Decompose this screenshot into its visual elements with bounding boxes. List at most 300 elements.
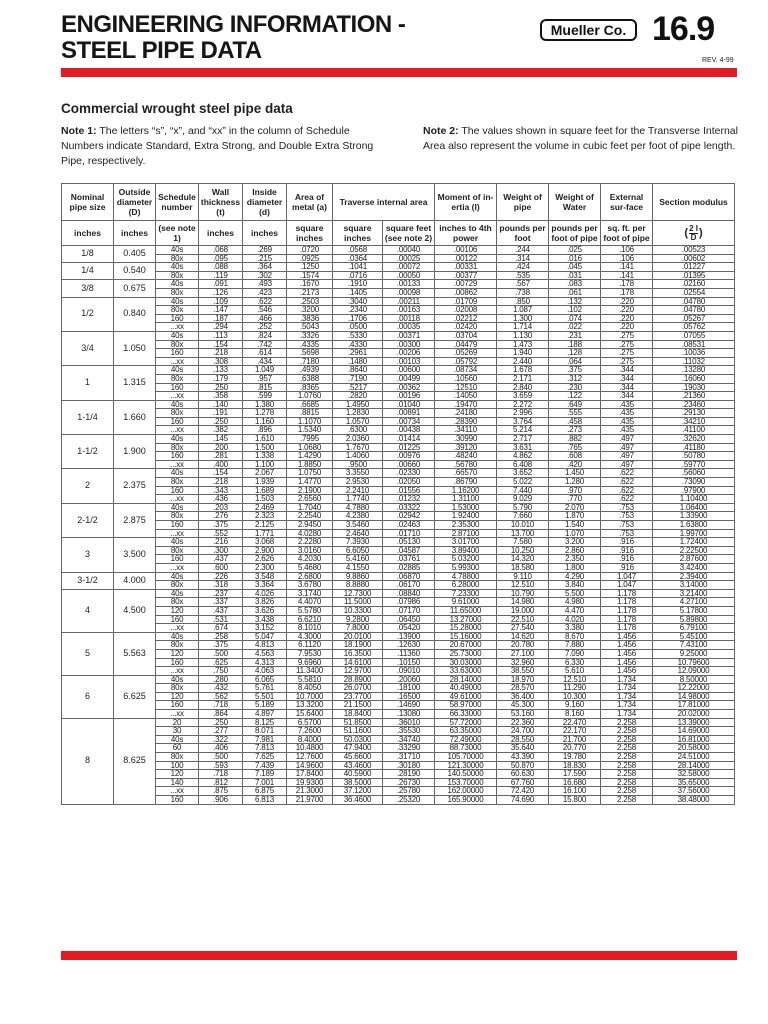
table-row (62, 581, 735, 590)
table-cell: 7.43100 (653, 641, 735, 650)
table-cell: .3836 (287, 314, 333, 323)
table-cell: 3.438 (243, 615, 287, 624)
table-cell: 5.189 (243, 701, 287, 710)
table-cell: 80x (156, 512, 199, 521)
table-cell: .21360 (653, 392, 735, 401)
table-cell: .01225 (383, 443, 435, 452)
table-cell: .00035 (383, 323, 435, 332)
table-cell: 5.99300 (435, 563, 497, 572)
table-cell: 1.10400 (653, 495, 735, 504)
table-cell: .12630 (383, 641, 435, 650)
nominal-size-cell: 2-1/2 (62, 503, 114, 537)
table-cell: .1250 (287, 263, 333, 272)
table-cell: .276 (199, 512, 243, 521)
table-cell: .113 (199, 331, 243, 340)
page-number: 16.9 (652, 10, 715, 48)
table-cell: 28.550 (497, 735, 549, 744)
table-cell: .916 (601, 555, 653, 564)
table-cell: 53.160 (497, 710, 549, 719)
table-cell: .343 (199, 486, 243, 495)
table-cell: .05792 (435, 357, 497, 366)
table-cell: 1.16200 (435, 486, 497, 495)
table-row (62, 770, 735, 779)
table-cell: .11360 (383, 649, 435, 658)
table-cell: 28.14000 (653, 761, 735, 770)
table-cell: .424 (497, 263, 549, 272)
table-cell: .00163 (383, 306, 435, 315)
table-cell: 3.3550 (333, 469, 383, 478)
table-cell: .29130 (653, 409, 735, 418)
table-cell: 40s (156, 538, 199, 547)
table-cell: 57.72000 (435, 718, 497, 727)
table-cell: 3.659 (497, 392, 549, 401)
unit-wall: inches (199, 221, 243, 246)
table-cell: 1.100 (243, 460, 287, 469)
table-cell: 5.214 (497, 426, 549, 435)
table-cell: 2.0360 (333, 435, 383, 444)
table-cell: 14.6100 (333, 658, 383, 667)
table-cell: 38.48000 (653, 796, 735, 805)
table-cell: .226 (199, 572, 243, 581)
table-cell: 3.826 (243, 598, 287, 607)
table-cell: 1.049 (243, 366, 287, 375)
table-cell: 4.897 (243, 710, 287, 719)
table-cell: 1.939 (243, 478, 287, 487)
table-cell: 121.30000 (435, 761, 497, 770)
table-cell: .2173 (287, 288, 333, 297)
table-cell: .875 (199, 787, 243, 796)
table-cell: .03761 (383, 555, 435, 564)
header-area-metal: Area of metal (a) (287, 184, 333, 221)
table-cell: 2.87100 (435, 529, 497, 538)
table-cell: 1.278 (243, 409, 287, 418)
table-cell: 21.9700 (287, 796, 333, 805)
table-cell: 140.50000 (435, 770, 497, 779)
table-cell: .00106 (435, 246, 497, 255)
table-cell: .400 (199, 460, 243, 469)
table-cell: 7.3930 (333, 538, 383, 547)
outside-diameter-cell: 2.875 (114, 503, 156, 537)
table-row (62, 374, 735, 383)
table-cell: .34740 (383, 735, 435, 744)
table-cell: 9.25000 (653, 649, 735, 658)
table-cell: .275 (601, 349, 653, 358)
table-cell: .07055 (653, 331, 735, 340)
table-cell: 1.4950 (333, 400, 383, 409)
table-cell: 88.73000 (435, 744, 497, 753)
table-cell: 3.652 (497, 469, 549, 478)
table-cell: ...xx (156, 357, 199, 366)
table-cell: 3.42400 (653, 563, 735, 572)
table-cell: 1.31100 (435, 495, 497, 504)
table-cell: 80x (156, 443, 199, 452)
outside-diameter-cell: 5.563 (114, 632, 156, 675)
nominal-size-cell: 6 (62, 675, 114, 718)
table-cell: 2.258 (601, 770, 653, 779)
table-row (62, 288, 735, 297)
table-cell: 5.790 (497, 503, 549, 512)
table-cell: .178 (601, 280, 653, 289)
nominal-size-cell: 3/8 (62, 280, 114, 297)
table-cell: .364 (243, 263, 287, 272)
table-cell: .4330 (333, 340, 383, 349)
table-cell: 80x (156, 271, 199, 280)
note-1-label: Note 1: (61, 125, 97, 137)
table-cell: 60.630 (497, 770, 549, 779)
table-cell: .03704 (435, 331, 497, 340)
table-row (62, 598, 735, 607)
table-row (62, 460, 735, 469)
table-row (62, 572, 735, 581)
table-cell: 5.047 (243, 632, 287, 641)
table-row (62, 692, 735, 701)
table-cell: 80x (156, 409, 199, 418)
table-cell: 1.800 (549, 563, 601, 572)
table-cell: 1.300 (497, 314, 549, 323)
table-cell: .916 (601, 538, 653, 547)
table-cell: 1.450 (549, 469, 601, 478)
note-2 (423, 124, 743, 154)
table-row (62, 589, 735, 598)
table-cell: .6388 (287, 374, 333, 383)
table-cell: 28.570 (497, 684, 549, 693)
table-row (62, 753, 735, 762)
table-cell: 10.3300 (333, 606, 383, 615)
table-cell: .9500 (333, 460, 383, 469)
table-cell: 1.070 (549, 529, 601, 538)
table-cell: .061 (549, 288, 601, 297)
table-cell: 11.5000 (333, 598, 383, 607)
table-cell: 21.3000 (287, 787, 333, 796)
table-cell: .36010 (383, 718, 435, 727)
table-cell: 1.130 (497, 331, 549, 340)
table-cell: 2.350 (549, 555, 601, 564)
table-cell: .3200 (287, 306, 333, 315)
table-cell: 6.065 (243, 675, 287, 684)
table-cell: 3.631 (497, 443, 549, 452)
table-cell: 1.047 (601, 581, 653, 590)
table-row (62, 684, 735, 693)
table-cell: 160 (156, 658, 199, 667)
outside-diameter-cell: 1.050 (114, 331, 156, 365)
table-cell: 22.510 (497, 615, 549, 624)
table-row (62, 546, 735, 555)
table-cell: 4.563 (243, 649, 287, 658)
table-cell: 5.4680 (287, 563, 333, 572)
table-cell: .1574 (287, 271, 333, 280)
table-row (62, 383, 735, 392)
table-cell: .00211 (383, 297, 435, 306)
table-cell: .812 (199, 778, 243, 787)
table-cell: .497 (601, 443, 653, 452)
table-cell: 1.0570 (333, 417, 383, 426)
table-cell: 5.03200 (435, 555, 497, 564)
table-cell: .277 (199, 727, 243, 736)
table-cell: 6.875 (243, 787, 287, 796)
table-cell: .04587 (383, 546, 435, 555)
table-row (62, 495, 735, 504)
table-cell: 12.09000 (653, 667, 735, 676)
table-cell: .593 (199, 761, 243, 770)
table-cell: .34110 (435, 426, 497, 435)
table-cell: .3040 (333, 297, 383, 306)
table-cell: 1.280 (549, 478, 601, 487)
table-row (62, 624, 735, 633)
table-cell: 2.9530 (333, 478, 383, 487)
table-cell: .26730 (383, 778, 435, 787)
table-row (62, 280, 735, 289)
table-row (62, 718, 735, 727)
table-cell: 1.2830 (333, 409, 383, 418)
table-cell: 7.439 (243, 761, 287, 770)
table-cell: .258 (199, 632, 243, 641)
table-cell: 16.100 (549, 787, 601, 796)
table-cell: 27.540 (497, 624, 549, 633)
nominal-size-cell: 1/2 (62, 297, 114, 331)
table-cell: .622 (601, 495, 653, 504)
table-cell: .187 (199, 314, 243, 323)
table-cell: .2340 (333, 306, 383, 315)
table-cell: 40s (156, 503, 199, 512)
table-cell: 20.0100 (333, 632, 383, 641)
table-cell: 120 (156, 606, 199, 615)
table-cell: 47.9400 (333, 744, 383, 753)
table-cell: 7.440 (497, 486, 549, 495)
table-cell: .344 (601, 374, 653, 383)
table-cell: 1.06400 (653, 503, 735, 512)
table-cell: 22.170 (549, 727, 601, 736)
unit-weight-pipe: pounds per foot (497, 221, 549, 246)
table-cell: .00103 (383, 357, 435, 366)
mueller-logo: Mueller Co. (540, 19, 637, 41)
table-cell: 30 (156, 727, 199, 736)
table-cell: 8.160 (549, 710, 601, 719)
table-cell: .35530 (383, 727, 435, 736)
table-cell: 1.4060 (333, 452, 383, 461)
table-cell: 4.3000 (287, 632, 333, 641)
table-cell: .02554 (653, 288, 735, 297)
unit-moment: inches to 4th power (435, 221, 497, 246)
outside-diameter-cell: 6.625 (114, 675, 156, 718)
table-cell: 10.7000 (287, 692, 333, 701)
table-cell: 7.9530 (287, 649, 333, 658)
table-cell: .00050 (383, 271, 435, 280)
table-cell: ...xx (156, 426, 199, 435)
table-cell: .2820 (333, 392, 383, 401)
table-cell: .01227 (653, 263, 735, 272)
table-cell: .32620 (653, 435, 735, 444)
table-cell: .555 (549, 409, 601, 418)
table-cell: 50.0300 (333, 735, 383, 744)
table-row (62, 658, 735, 667)
table-cell: 8.8880 (333, 581, 383, 590)
table-cell: 2.717 (497, 435, 549, 444)
table-cell: 3.152 (243, 624, 287, 633)
table-cell: 19.9300 (287, 778, 333, 787)
table-cell: 160 (156, 349, 199, 358)
table-cell: 20 (156, 718, 199, 727)
table-cell: 1.7740 (333, 495, 383, 504)
table-cell: 40s (156, 246, 199, 255)
table-cell: .178 (601, 288, 653, 297)
table-cell: 2.4640 (333, 529, 383, 538)
table-cell: 40s (156, 469, 199, 478)
table-cell: .25780 (383, 787, 435, 796)
table-cell: 1.178 (601, 598, 653, 607)
table-cell: 2.258 (601, 718, 653, 727)
table-cell: 35.640 (497, 744, 549, 753)
table-cell: .07170 (383, 606, 435, 615)
table-cell: 160 (156, 701, 199, 710)
table-cell: 1.734 (601, 701, 653, 710)
table-cell: 4.290 (549, 572, 601, 581)
table-cell: .00206 (383, 349, 435, 358)
table-cell: 9.6960 (287, 658, 333, 667)
table-cell: .022 (549, 323, 601, 332)
table-cell: ...xx (156, 495, 199, 504)
table-cell: .28390 (435, 417, 497, 426)
table-cell: ...xx (156, 624, 199, 633)
table-cell: 160 (156, 796, 199, 805)
table-cell: 165.90000 (435, 796, 497, 805)
table-cell: 10.300 (549, 692, 601, 701)
nominal-size-cell: 1-1/2 (62, 435, 114, 469)
table-cell: 40s (156, 366, 199, 375)
table-cell: 3.548 (243, 572, 287, 581)
table-cell: 66.33000 (435, 710, 497, 719)
table-cell: 1.0750 (287, 469, 333, 478)
outside-diameter-cell: 0.540 (114, 263, 156, 280)
outside-diameter-cell: 1.900 (114, 435, 156, 469)
header-outside-diameter: Outside diameter (D) (114, 184, 156, 221)
table-cell: 10.250 (497, 546, 549, 555)
table-cell: .608 (549, 452, 601, 461)
table-cell: 1.99700 (653, 529, 735, 538)
nominal-size-cell: 4 (62, 589, 114, 632)
outside-diameter-cell: 2.375 (114, 469, 156, 503)
table-row (62, 366, 735, 375)
table-cell: 27.100 (497, 649, 549, 658)
table-cell: 4.27100 (653, 598, 735, 607)
table-cell: 5.500 (549, 589, 601, 598)
table-cell: .13080 (383, 710, 435, 719)
table-cell: 40.49000 (435, 684, 497, 693)
table-cell: 3.380 (549, 624, 601, 633)
table-cell: .00600 (383, 366, 435, 375)
table-cell: 19.000 (497, 606, 549, 615)
table-cell: .14690 (383, 701, 435, 710)
table-cell: 80x (156, 598, 199, 607)
table-cell: .770 (549, 495, 601, 504)
table-cell: 1.7040 (287, 503, 333, 512)
table-cell: 4.470 (549, 606, 601, 615)
table-cell: 4.862 (497, 452, 549, 461)
table-cell: 32.960 (497, 658, 549, 667)
table-cell: 1.734 (601, 692, 653, 701)
table-cell: .5698 (287, 349, 333, 358)
table-cell: ...xx (156, 667, 199, 676)
table-cell: 2.6800 (287, 572, 333, 581)
table-cell: .742 (243, 340, 287, 349)
table-cell: 17.590 (549, 770, 601, 779)
table-cell: 3.89400 (435, 546, 497, 555)
table-cell: .02160 (653, 280, 735, 289)
note-1-text: The letters “s”, “x”, and “xx” in the column of Schedule Numbers indicate Standard, Extra Strong, and Double Extra Strong Pipe, respectively. (61, 125, 374, 167)
table-cell: 1.456 (601, 658, 653, 667)
table-cell: 1.160 (243, 417, 287, 426)
section-subtitle: Commercial wrought steel pipe data (61, 101, 293, 116)
table-cell: 4.2380 (333, 512, 383, 521)
table-cell: .05420 (383, 624, 435, 633)
table-cell: .126 (199, 288, 243, 297)
table-cell: .191 (199, 409, 243, 418)
table-cell: .765 (549, 443, 601, 452)
table-cell: 1.178 (601, 589, 653, 598)
table-cell: .882 (549, 435, 601, 444)
table-cell: .0568 (333, 246, 383, 255)
table-cell: .614 (243, 349, 287, 358)
outside-diameter-cell: 0.405 (114, 246, 156, 263)
table-cell: 8.1010 (287, 624, 333, 633)
table-cell: 15.800 (549, 796, 601, 805)
table-row (62, 435, 735, 444)
table-cell: 7.001 (243, 778, 287, 787)
table-cell: 14.69000 (653, 727, 735, 736)
table-cell: .128 (549, 349, 601, 358)
outside-diameter-cell: 4.000 (114, 572, 156, 589)
table-cell: .375 (199, 641, 243, 650)
table-cell: .622 (601, 478, 653, 487)
unit-section-modulus: ( $\frac{2 I}{D}$ ) (653, 221, 735, 246)
table-cell: .04479 (435, 340, 497, 349)
table-cell: 13.39000 (653, 718, 735, 727)
nominal-size-cell: 1 (62, 366, 114, 400)
unit-schedule: (see note 1) (156, 221, 199, 246)
table-cell: 5.4160 (333, 555, 383, 564)
table-cell: .59770 (653, 460, 735, 469)
table-cell: 18.8400 (333, 710, 383, 719)
nominal-size-cell: 1/8 (62, 246, 114, 263)
table-cell: .083 (549, 280, 601, 289)
table-cell: 3.5460 (333, 521, 383, 530)
table-cell: .6685 (287, 400, 333, 409)
table-cell: 36.400 (497, 692, 549, 701)
table-cell: .318 (199, 581, 243, 590)
table-cell: 80x (156, 684, 199, 693)
table-cell: 1.087 (497, 306, 549, 315)
table-cell: .281 (199, 452, 243, 461)
table-cell: .00362 (383, 383, 435, 392)
table-cell: .322 (199, 735, 243, 744)
table-cell: 6.28000 (435, 581, 497, 590)
table-cell: 20.58000 (653, 744, 735, 753)
table-cell: .250 (199, 718, 243, 727)
table-cell: 67.760 (497, 778, 549, 787)
table-cell: 2.22500 (653, 546, 735, 555)
table-cell: .00098 (383, 288, 435, 297)
table-cell: 3.14000 (653, 581, 735, 590)
table-row (62, 796, 735, 805)
header-external-surface: External sur-face (601, 184, 653, 221)
table-cell: 1.734 (601, 684, 653, 693)
table-cell: 2.272 (497, 400, 549, 409)
table-cell: .0925 (287, 254, 333, 263)
table-cell: 2.125 (243, 521, 287, 530)
table-cell: .13900 (383, 632, 435, 641)
table-cell: 3.364 (243, 581, 287, 590)
table-cell: 3.626 (243, 606, 287, 615)
table-cell: .718 (199, 770, 243, 779)
